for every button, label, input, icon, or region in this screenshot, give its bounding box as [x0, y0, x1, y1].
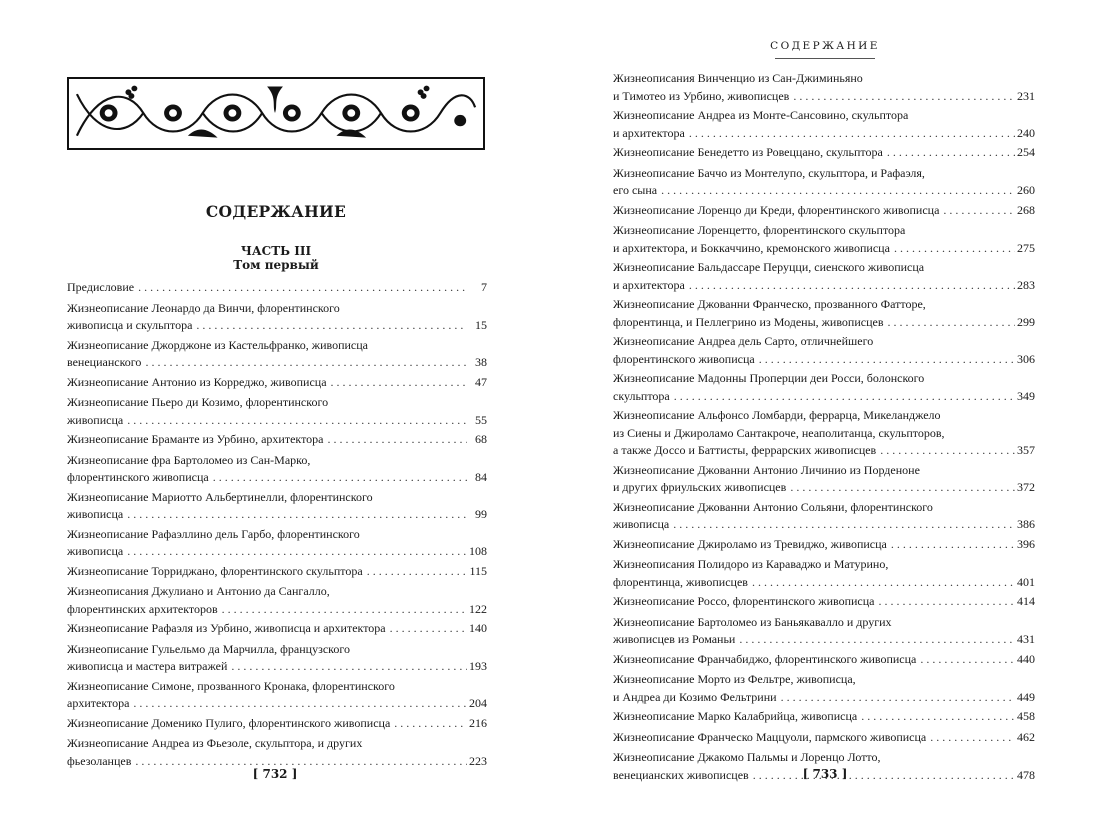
dot-leader — [879, 593, 1016, 611]
toc-entry-last-line — [613, 689, 1035, 707]
toc-page-number: 68 — [475, 432, 487, 446]
toc-entry-text: архитектора — [67, 696, 130, 710]
toc-entry-last-line — [67, 601, 487, 619]
dot-leader — [674, 388, 1015, 406]
toc-entry — [613, 729, 1035, 747]
toc-page-number: 414 — [1017, 594, 1035, 608]
toc-page-number: 268 — [1017, 202, 1035, 217]
toc-entry-text: Жизнеописание Джироламо из Тревиджо, живописца — [613, 536, 887, 551]
page-title: СОДЕРЖАНИЕ — [205, 202, 347, 221]
toc-page-number: 55 — [475, 412, 487, 427]
toc-page-number: 401 — [1017, 574, 1035, 589]
toc-entry-last-line — [67, 354, 487, 372]
toc-page-number: 275 — [1017, 240, 1035, 255]
toc-entry-line: Жизнеописание Баччо из Монтелупо, скульптора, и Рафаэля, — [613, 165, 925, 180]
toc-entry — [613, 70, 1035, 105]
toc-entry-last-line — [613, 351, 1035, 369]
toc-entry-last-line — [613, 631, 1035, 649]
toc-entry-line: Жизнеописание Джованни Антонио Сольяни, флорентинского — [613, 499, 933, 514]
dot-leader — [367, 563, 467, 581]
toc-entry-text: флорентинского живописца — [613, 351, 755, 366]
part-label: ЧАСТЬ III — [240, 244, 312, 258]
toc-entry-last-line — [613, 144, 1035, 162]
toc-entry — [613, 259, 1035, 294]
toc-page-number: 231 — [1017, 88, 1035, 103]
dot-leader — [145, 354, 467, 372]
dot-leader — [133, 695, 467, 713]
dot-leader — [127, 412, 467, 430]
toc-entry — [67, 489, 487, 524]
ornamental-headpiece-icon — [67, 77, 485, 150]
toc-entry-line: Жизнеописание Альфонсо Ломбарди, феррарца, Микеланджело — [613, 408, 941, 422]
toc-entry-text: Жизнеописание Браманте из Урбино, архитектора — [67, 432, 324, 446]
toc-entry — [613, 536, 1035, 554]
dot-leader — [127, 543, 467, 561]
right-page — [550, 0, 1100, 825]
toc-entry-line: Жизнеописание Леонардо да Винчи, флорентинского — [67, 300, 340, 315]
toc-entry-line: Жизнеописание Симоне, прозванного Кронака, флорентинского — [67, 678, 395, 693]
toc-entry-last-line — [67, 543, 487, 561]
toc-entry-line: Жизнеописание Андреа из Монте-Сансовино, скульптора — [613, 108, 909, 122]
toc-entry-text: и Тимотео из Урбино, живописцев — [613, 88, 790, 103]
toc-entry-line: Жизнеописание Гульельмо да Марчилла, французского — [67, 641, 351, 656]
dot-leader — [888, 314, 1015, 332]
dot-leader — [689, 125, 1015, 143]
toc-entry-last-line — [613, 593, 1035, 611]
toc-page-number: 478 — [1017, 767, 1035, 782]
toc-entry — [613, 333, 1035, 368]
page-number-left: [ 732 ] — [252, 767, 298, 781]
toc-entry-last-line — [613, 729, 1035, 747]
toc-entry-line: Жизнеописание Пьеро ди Козимо, флорентинского — [67, 395, 329, 409]
toc-page-number: 254 — [1017, 145, 1035, 159]
dot-leader — [231, 658, 467, 676]
toc-entry — [67, 452, 487, 487]
toc-entry-last-line — [613, 574, 1035, 592]
page-number-right: [ 733 ] — [802, 767, 848, 781]
toc-page-number: 115 — [469, 563, 487, 578]
toc-entry-text: Жизнеописание Рафаэля из Урбино, живописца и архитектора — [67, 621, 386, 635]
toc-entry-line: Жизнеописания Джулиано и Антонио да Сангалло, — [67, 584, 330, 598]
dot-leader — [331, 374, 467, 392]
dot-leader — [781, 689, 1015, 707]
toc-entry-text: живописцев из Романьи — [613, 632, 736, 646]
toc-entry-line: Жизнеописание Мадонны Проперции деи Росси, болонского — [613, 371, 925, 385]
toc-entry-text: Жизнеописание Лоренцо ди Креди, флорентинского живописца — [613, 202, 940, 217]
toc-entry-line: Жизнеописание Джорджоне из Кастельфранко, живописца — [67, 337, 368, 352]
toc-entry — [613, 370, 1035, 405]
toc-entry — [613, 222, 1035, 257]
toc-entry-text: флорентинских архитекторов — [67, 601, 218, 616]
dot-leader — [943, 202, 1015, 220]
toc-page-number: 38 — [475, 355, 487, 369]
toc-page-number: 99 — [475, 507, 487, 521]
toc-page-number: 216 — [469, 715, 487, 730]
dot-leader — [793, 88, 1015, 106]
toc-entry-line: Жизнеописания Полидоро из Караваджо и Матурино, — [613, 557, 889, 571]
dot-leader — [689, 277, 1015, 295]
dot-leader — [213, 469, 467, 487]
dot-leader — [891, 536, 1015, 554]
dot-leader — [920, 651, 1015, 669]
dot-leader — [127, 506, 467, 524]
toc-entry-text: Жизнеописание Марко Калабрийца, живописца — [613, 709, 858, 723]
dot-leader — [759, 351, 1015, 369]
toc-entry-last-line — [67, 431, 487, 449]
toc-entry-last-line — [613, 240, 1035, 258]
toc-entry-last-line — [67, 506, 487, 524]
toc-entry-last-line — [67, 469, 487, 487]
toc-entry-text: Жизнеописание Франческо Маццуоли, пармского живописца — [613, 729, 927, 744]
toc-entry — [613, 651, 1035, 669]
toc-entry — [613, 296, 1035, 331]
toc-page-number: 396 — [1017, 536, 1035, 551]
toc-entry — [67, 678, 487, 713]
toc-page-number: 462 — [1017, 729, 1035, 744]
toc-entry-text: и архитектора — [613, 277, 685, 292]
dot-leader — [894, 240, 1015, 258]
dot-leader — [394, 715, 467, 733]
toc-entry — [613, 499, 1035, 534]
running-head: СОДЕРЖАНИЕ — [770, 40, 880, 52]
toc-entry-last-line — [67, 317, 487, 335]
toc-entry-text: и других фриульских живописцев — [613, 480, 787, 494]
toc-entry — [67, 641, 487, 676]
toc-entry-text: его сына — [613, 183, 658, 197]
toc-entry-last-line — [67, 374, 487, 392]
toc-entry — [613, 671, 1035, 706]
toc-entry-last-line — [613, 314, 1035, 332]
toc-entry — [67, 431, 487, 449]
toc-entry-line: Жизнеописание Рафаэллино дель Гарбо, флорентинского — [67, 526, 360, 541]
toc-page-number: 283 — [1017, 277, 1035, 292]
toc-page-number: 299 — [1017, 314, 1035, 329]
toc-entry-last-line — [613, 479, 1035, 497]
toc-entry-last-line — [67, 658, 487, 676]
toc-page-number: 204 — [469, 696, 487, 710]
toc-entry — [67, 279, 487, 297]
dot-leader — [196, 317, 467, 335]
toc-page-number: 372 — [1017, 480, 1035, 494]
toc-entry-text: живописца и мастера витражей — [67, 659, 228, 673]
toc-entry-line: из Сиены и Джироламо Сантакроче, неаполитанца, скульпторов, — [613, 425, 945, 440]
toc-entry — [613, 107, 1035, 142]
dot-leader — [222, 601, 467, 619]
toc-entry — [613, 407, 1035, 460]
toc-entry-text: живописца — [67, 507, 124, 521]
toc-entry-last-line — [613, 88, 1035, 106]
toc-entry-text: а также Доссо и Баттисты, феррарских живописцев — [613, 443, 877, 457]
dot-leader — [739, 631, 1015, 649]
toc-entry — [67, 715, 487, 733]
table-of-contents-left — [67, 279, 487, 772]
dot-leader — [673, 516, 1015, 534]
toc-page-number: 260 — [1017, 183, 1035, 197]
toc-entry-last-line — [613, 516, 1035, 534]
toc-entry-last-line — [67, 715, 487, 733]
table-of-contents-right — [613, 70, 1035, 786]
toc-page-number: 122 — [469, 601, 487, 616]
dot-leader — [861, 708, 1015, 726]
toc-entry-text: флорентинца, живописцев — [613, 574, 748, 589]
toc-entry-line: Жизнеописание Мариотто Альбертинелли, флорентинского — [67, 489, 373, 504]
toc-entry-last-line — [67, 279, 487, 297]
toc-page-number: 240 — [1017, 125, 1035, 140]
toc-entry — [67, 394, 487, 429]
toc-entry-last-line — [613, 536, 1035, 554]
toc-entry — [67, 620, 487, 638]
toc-entry — [67, 583, 487, 618]
toc-entry-last-line — [613, 708, 1035, 726]
toc-entry-last-line — [67, 563, 487, 581]
toc-entry-text: Жизнеописание Антонио из Корреджо, живописца — [67, 374, 327, 389]
toc-page-number: 458 — [1017, 709, 1035, 723]
toc-entry-text: фьезоланцев — [67, 753, 132, 768]
toc-entry-line: Жизнеописание Морто из Фельтре, живописца, — [613, 672, 856, 686]
toc-entry-line: Жизнеописание фра Бартоломео из Сан-Марко, — [67, 452, 311, 467]
dot-leader — [752, 574, 1015, 592]
toc-entry-text: живописца — [67, 412, 124, 427]
dot-leader — [790, 479, 1015, 497]
toc-entry-text: и архитектора, и Боккаччино, кремонского живописца — [613, 240, 890, 255]
toc-entry-last-line — [613, 442, 1035, 460]
toc-entry-line: Жизнеописание Джакомо Пальмы и Лоренцо Лотто, — [613, 750, 881, 764]
toc-entry — [67, 374, 487, 392]
toc-entry — [613, 462, 1035, 497]
dot-leader — [880, 442, 1015, 460]
toc-page-number: 306 — [1017, 351, 1035, 366]
toc-page-number: 440 — [1017, 651, 1035, 666]
toc-page-number: 7 — [481, 280, 487, 294]
toc-entry-text: Жизнеописание Доменико Пулиго, флорентинского живописца — [67, 715, 391, 730]
toc-entry-text: Жизнеописание Бенедетто из Ровеццано, скульптора — [613, 145, 883, 159]
dot-leader — [138, 279, 467, 297]
toc-entry-last-line — [67, 620, 487, 638]
toc-entry-line: Жизнеописание Бартоломео из Баньякавалло и других — [613, 614, 892, 629]
toc-entry-last-line — [613, 388, 1035, 406]
toc-entry-text: и Андреа ди Козимо Фельтрини — [613, 689, 777, 704]
toc-page-number: 449 — [1017, 689, 1035, 704]
toc-entry — [613, 593, 1035, 611]
toc-entry-text: живописца и скульптора — [67, 318, 193, 332]
toc-page-number: 108 — [469, 544, 487, 558]
toc-entry-line: Жизнеописание Андреа из Фьезоле, скульптора, и других — [67, 736, 363, 750]
dot-leader — [887, 144, 1015, 162]
toc-entry-text: венецианских живописцев — [613, 767, 749, 782]
toc-entry-text: Жизнеописание Россо, флорентинского живописца — [613, 594, 875, 608]
toc-page-number: 357 — [1017, 443, 1035, 457]
dot-leader — [390, 620, 467, 638]
toc-entry-text: флорентинца, и Пеллегрино из Модены, живописцев — [613, 314, 884, 329]
toc-entry — [67, 735, 487, 770]
toc-entry-line: Жизнеописание Бальдассаре Перуцци, сиенского живописца — [613, 260, 925, 274]
toc-entry-text: флорентинского живописца — [67, 470, 209, 484]
toc-entry-text: Предисловие — [67, 280, 135, 294]
toc-entry — [613, 556, 1035, 591]
toc-page-number: 349 — [1017, 388, 1035, 403]
toc-entry — [67, 300, 487, 335]
toc-entry-last-line — [67, 412, 487, 430]
toc-page-number: 431 — [1017, 632, 1035, 646]
toc-entry — [613, 165, 1035, 200]
toc-entry-text: Жизнеописание Торриджано, флорентинского скульптора — [67, 563, 363, 578]
toc-page-number: 386 — [1017, 517, 1035, 531]
dot-leader — [661, 182, 1015, 200]
toc-entry-line: Жизнеописание Джованни Франческо, прозванного Фатторе, — [613, 297, 926, 311]
part-heading — [67, 244, 485, 272]
toc-entry-line: Жизнеописание Джованни Антонио Личинио из Порденоне — [613, 462, 920, 477]
toc-entry-text: живописца — [613, 517, 670, 531]
toc-page-number: 140 — [469, 621, 487, 635]
toc-entry-text: скульптора — [613, 388, 670, 403]
toc-page-number: 15 — [475, 318, 487, 332]
toc-entry-text: венецианского — [67, 355, 142, 369]
toc-page-number: 84 — [475, 470, 487, 484]
toc-entry-last-line — [613, 202, 1035, 220]
toc-entry — [613, 614, 1035, 649]
toc-entry-text: и архитектора — [613, 125, 685, 140]
toc-entry-last-line — [613, 125, 1035, 143]
toc-page-number: 47 — [475, 374, 487, 389]
toc-entry — [67, 563, 487, 581]
toc-entry-last-line — [613, 277, 1035, 295]
toc-page-number: 223 — [469, 753, 487, 768]
toc-entry — [613, 202, 1035, 220]
toc-entry-last-line — [613, 182, 1035, 200]
volume-label: Том первый — [233, 258, 319, 272]
toc-entry — [67, 337, 487, 372]
dot-leader — [930, 729, 1015, 747]
toc-entry — [67, 526, 487, 561]
toc-entry — [613, 144, 1035, 162]
dot-leader — [327, 431, 467, 449]
toc-entry-last-line — [67, 695, 487, 713]
toc-entry-text: Жизнеописание Франчабиджо, флорентинского живописца — [613, 651, 917, 666]
toc-entry-line: Жизнеописание Лоренцетто, флорентинского скульптора — [613, 223, 906, 237]
toc-entry-line: Жизнеописание Андреа дель Сарто, отличнейшего — [613, 334, 874, 348]
running-head-rule — [775, 58, 875, 59]
toc-entry-text: живописца — [67, 544, 124, 558]
toc-entry — [613, 708, 1035, 726]
toc-entry-line: Жизнеописания Винченцио из Сан-Джиминьяно — [613, 71, 863, 85]
toc-entry-last-line — [613, 651, 1035, 669]
toc-page-number: 193 — [469, 659, 487, 673]
